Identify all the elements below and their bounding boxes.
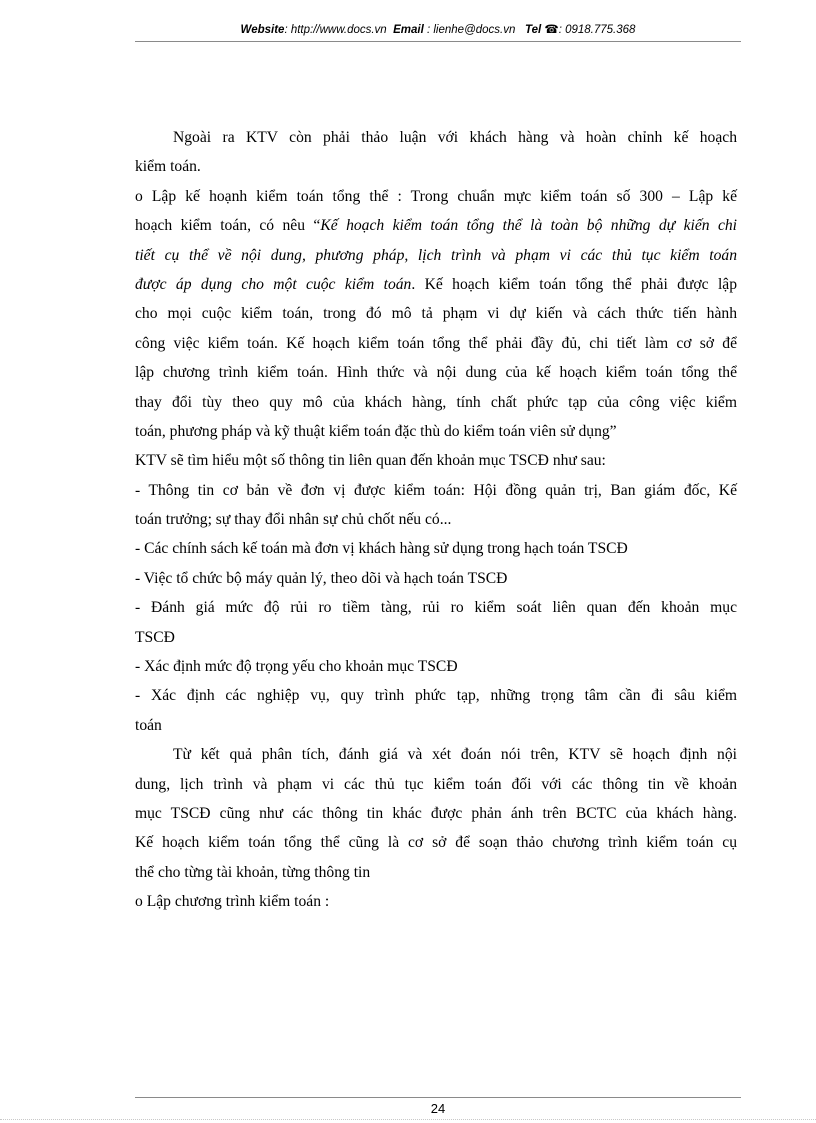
text-line: o Lập kế hoạnh kiểm toán tổng thể : Trong chuẩn mực kiểm toán số 300 – Lập kế <box>135 187 737 205</box>
phone-icon: ☎ <box>544 24 559 36</box>
text-line: thay đổi tùy theo quy mô của khách hàng, tính chất phức tạp của công việc kiểm <box>135 393 737 411</box>
email-value: : lienhe@docs.vn <box>426 24 516 36</box>
text-line: lập chương trình kiểm toán. Hình thức và nội dung của kế hoạch kiểm toán tổng thể <box>135 364 737 382</box>
text-line: o Lập chương trình kiểm toán : <box>135 893 330 911</box>
text-line: Kế hoạch kiểm toán tổng thể cũng là cơ sở để soạn thảo chương trình kiểm toán cụ <box>135 834 737 852</box>
text-run: hoạch kiểm toán, có nêu “ <box>135 217 321 235</box>
text-line: - Đánh giá mức độ rủi ro tiềm tàng, rủi ro kiểm soát liên quan đến khoản mục <box>135 599 737 617</box>
text-line: - Việc tổ chức bộ máy quản lý, theo dõi và hạch toán TSCĐ <box>135 569 508 587</box>
text-line: mục TSCĐ cũng như các thông tin khác được phản ánh trên BCTC của khách hàng. <box>135 804 737 822</box>
text-line: - Thông tin cơ bản về đơn vị được kiểm toán: Hội đồng quản trị, Ban giám đốc, Kế <box>135 481 737 499</box>
footer-divider <box>135 1097 741 1098</box>
text-line: dung, lịch trình và phạm vi các thủ tục kiểm toán đối với các thông tin về khoản <box>135 775 737 793</box>
quote-run: được áp dụng cho một cuộc kiểm toán <box>135 275 412 293</box>
page-bottom-border <box>0 1119 816 1120</box>
email-label: Email <box>393 24 424 36</box>
text-line: toán <box>135 716 162 734</box>
website-value: : http://www.docs.vn <box>284 24 387 36</box>
text-line: Ngoài ra KTV còn phải thảo luận với khách hàng và hoàn chỉnh kế hoạch <box>173 129 737 146</box>
text-line: TSCĐ <box>135 628 175 646</box>
text-line: thể cho từng tài khoản, từng thông tin <box>135 863 371 881</box>
text-line: toán trưởng; sự thay đổi nhân sự chủ chốt nếu có... <box>135 511 452 529</box>
quote-run: Kế hoạch kiểm toán tổng thể là toàn bộ những dự kiến chi <box>320 217 738 235</box>
text-line: - Các chính sách kế toán mà đơn vị khách hàng sử dụng trong hạch toán TSCĐ <box>135 540 628 558</box>
document-body <box>135 123 737 917</box>
header-divider <box>135 41 741 42</box>
page-number: 24 <box>430 1101 446 1116</box>
website-label: Website <box>240 24 285 36</box>
text-line: toán, phương pháp và kỹ thuật kiểm toán đặc thù do kiểm toán viên sử dụng” <box>135 422 617 440</box>
text-run: . Kế hoạch kiểm toán tổng thể phải được lập <box>411 275 737 293</box>
text-line: - Xác định mức độ trọng yếu cho khoản mục TSCĐ <box>135 658 458 676</box>
text-line: - Xác định các nghiệp vụ, quy trình phức tạp, những trọng tâm cần đi sâu kiểm <box>135 687 737 705</box>
text-line <box>135 211 737 240</box>
text-line: cho mọi cuộc kiểm toán, trong đó mô tả phạm vi dự kiến và cách thức tiến hành <box>135 305 737 323</box>
text-line: công việc kiểm toán. Kế hoạch kiểm toán tổng thể phải đầy đủ, chi tiết làm cơ sở để <box>135 334 737 352</box>
text-line: KTV sẽ tìm hiểu một số thông tin liên quan đến khoản mục TSCĐ như sau: <box>135 452 606 470</box>
text-line: Từ kết quả phân tích, đánh giá và xét đoán nói trên, KTV sẽ hoạch định nội <box>173 746 737 764</box>
tel-value: : 0918.775.368 <box>558 24 636 36</box>
text-line: kiểm toán. <box>135 158 201 176</box>
page-header <box>135 22 741 36</box>
tel-label: Tel <box>524 24 542 36</box>
text-line <box>135 270 737 299</box>
text-line: tiết cụ thể về nội dung, phương pháp, lịch trình và phạm vi các thủ tục kiểm toán <box>135 246 737 264</box>
